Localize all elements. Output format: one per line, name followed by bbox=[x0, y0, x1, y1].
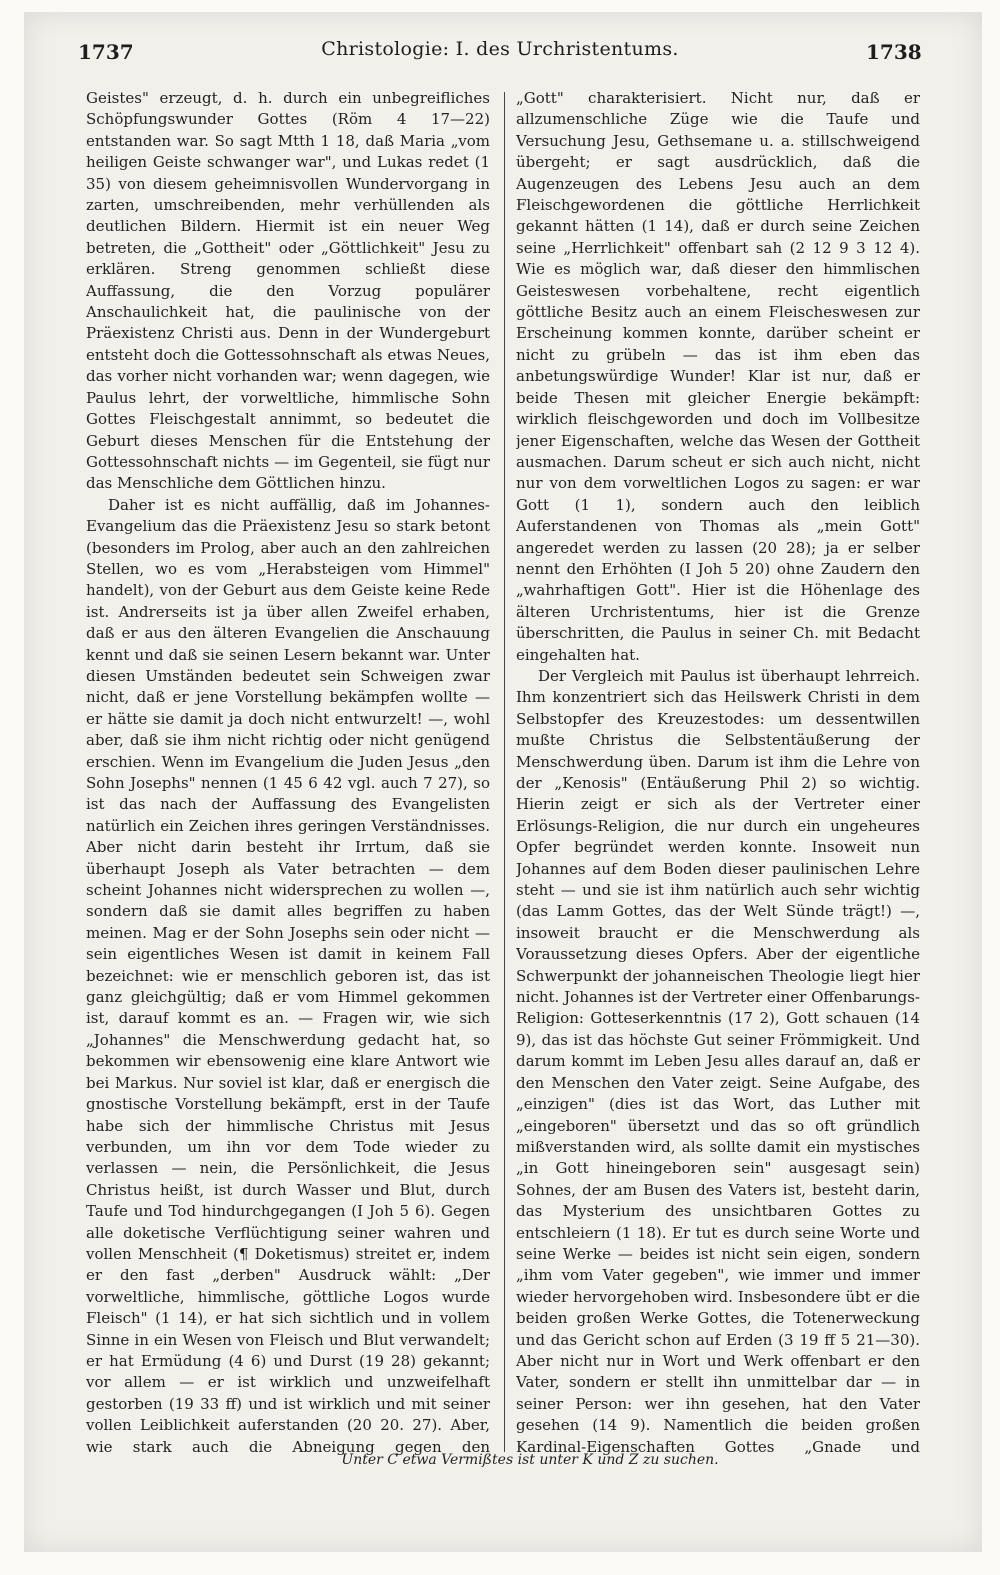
running-head: Christologie: I. des Urchristentums. bbox=[321, 38, 679, 60]
page-number-right: 1738 bbox=[866, 40, 922, 64]
right-column bbox=[516, 88, 920, 1458]
left-column bbox=[86, 88, 490, 1458]
paragraph: Daher ist es nicht auffällig, daß im Johannes-Evangelium das die Präexistenz Jesu so stark betont (besonders im Prolog, aber auch an den zahlreichen Stellen, wo es vom „Herabsteigen vom Himmel" handelt), von der Geburt aus dem Geiste keine Rede ist. Andrerseits ist ja über allen Zweifel erhaben, daß er aus den älteren Evangelien die Anschauung kennt und daß sie seinen Lesern bekannt war. Unter diesen Umständen bedeutet sein Schweigen zwar nicht, daß er jene Vorstellung bekämpfen wollte — er hätte sie damit ja doch nicht entwurzelt! —, wohl aber, daß sie ihm nicht richtig oder nicht genügend erschien. Wenn im Evangelium die Juden Jesus „den Sohn Josephs" nennen (1 45 6 42 vgl. auch 7 27), so ist das nach der Auffassung des Evangelisten natürlich ein Zeichen ihres geringen Verständnisses. Aber nicht darin besteht ihr Irrtum, daß sie überhaupt Joseph als Vater betrachten — dem scheint Johannes nicht widersprechen zu wollen —, sondern daß sie damit alles begriffen zu haben meinen. Mag er der Sohn Josephs sein oder nicht — sein eigentliches Wesen ist damit in keinem Fall bezeichnet: wie er menschlich geboren ist, das ist ganz gleichgültig; daß er vom Himmel gekommen ist, darauf kommt es an. — Fragen wir, wie sich „Johannes" die Menschwerdung gedacht hat, so bekommen wir ebensowenig eine klare Antwort wie bei Markus. Nur soviel ist klar, daß er energisch die gnostische Vorstellung bekämpft, erst in der Taufe habe sich der himmlische Christus mit Jesus verbunden, um ihn vor dem Tode wieder zu verlassen — nein, die Persönlichkeit, die Jesus Christus heißt, ist durch Wasser und Blut, durch Taufe und Tod hindurchgegangen (I Joh 5 6). Gegen alle doketische Verflüchtigung seiner wahren und vollen Menschheit (¶ Doketismus) streitet er, indem er den fast „derben" Ausdruck wählt: „Der vorweltliche, himmlische, göttliche Logos wurde Fleisch" (1 14), er hat sich sichtlich und in vollem Sinne in ein Wesen von Fleisch und Blut verwandelt; er hat Ermüdung (4 6) und Durst (19 28) gekannt; vor allem — er ist wirklich und unzweifelhaft gestorben (19 33 ff) und ist wirklich und mit seiner vollen Leiblichkeit auferstanden (20 20. 27). Aber, wie stark auch die Abneigung gegen den bbox=[86, 495, 490, 1456]
column-divider bbox=[504, 92, 505, 1452]
paragraph: „Gott" charakterisiert. Nicht nur, daß er allzumenschliche Züge wie die Taufe und Versuchung Jesu, Gethsemane u. a. stillschweigend übergeht; er sagt ausdrücklich, daß die Augenzeugen des Lebens Jesu auch an dem Fleischgewordenen die göttliche Herrlichkeit gekannt hätten (1 14), daß er durch seine Zeichen seine „Herrlichkeit" offenbart sah (2 12 9 3 12 4). Wie es möglich war, daß dieser den himmlischen Geisteswesen vorbehaltene, recht eigentlich göttliche Besitz auch an einem Fleischeswesen zur Erscheinung kommen konnte, darüber scheint er nicht zu grübeln — das ist ihm eben das anbetungswürdige Wunder! Klar ist nur, daß er beide Thesen mit gleicher Energie bekämpft: wirklich fleischgeworden und doch im Vollbesitze jener Eigenschaften, welche das Wesen der Gottheit ausmachen. Darum scheut er sich auch nicht, nicht nur von dem vorweltlichen Logos zu sagen: er war Gott (1 1), sondern auch den leiblich Auferstandenen von Thomas als „mein Gott" angeredet werden zu lassen (20 28); ja er selber nennt den Erhöhten (I Joh 5 20) ohne Zaudern den „wahrhaftigen Gott". Hier ist die Höhenlage des älteren Urchristentums, hier ist die Grenze überschritten, die Paulus in seiner Ch. mit Bedacht eingehalten hat. bbox=[516, 89, 920, 664]
footer-note: Unter C etwa Vermißtes ist unter K und Z zu suchen. bbox=[341, 1452, 719, 1468]
page-number-left: 1737 bbox=[78, 40, 134, 64]
paragraph: Der Vergleich mit Paulus ist überhaupt lehrreich. Ihm konzentriert sich das Heilswerk Christi in dem Selbstopfer des Kreuzestodes: um dessentwillen mußte Christus die Selbstentäußerung der Menschwerdung üben. Darum ist ihm die Lehre von der „Kenosis" (Entäußerung Phil 2) so wichtig. Hierin zeigt er sich als der Vertreter einer Erlösungs-Religion, die nur durch ein ungeheures Opfer begründet werden konnte. Insoweit nun Johannes auf dem Boden dieser paulinischen Lehre steht — und sie ist ihm natürlich auch sehr wichtig (das Lamm Gottes, das der Welt Sünde trägt!) —, insoweit braucht er die Menschwerdung als Voraussetzung dieses Opfers. Aber der eigentliche Schwerpunkt der johanneischen Theologie liegt hier nicht. Johannes ist der Vertreter einer Offenbarungs-Religion: Gotteserkenntnis (17 2), Gott schauen (14 9), das ist das höchste Gut seiner Frömmigkeit. Und darum kommt im Leben Jesu alles darauf an, daß er den Menschen den Vater zeigt. Seine Aufgabe, des „einzigen" (dies ist das Wort, das Luther mit „eingeboren" übersetzt und das so oft gründlich mißverstanden wird, als sollte damit ein mystisches „in Gott hineingeboren sein" ausgesagt sein) Sohnes, der am Busen des Vaters ist, besteht darin, das Mysterium des unsichtbaren Gottes zu entschleiern (1 18). Er tut es durch seine Worte und seine Werke — beides ist nicht sein eigen, sondern „ihm vom Vater gegeben", wie immer und immer wieder hervorgehoben wird. Insbesondere übt er die beiden großen Werke Gottes, die Totenerweckung und das Gericht schon auf Erden (3 19 ff 5 21—30). Aber nicht nur in Wort und Werk offenbart er den Vater, sondern er stellt ihn unmittelbar dar — in seiner Person: wer ihn gesehen, hat den Vater gesehen (14 9). Namentlich die beiden großen Kardinal-Eigenschaften Gottes „Gnade und bbox=[516, 666, 920, 1456]
paragraph: Geistes" erzeugt, d. h. durch ein unbegreifliches Schöpfungswunder Gottes (Röm 4 17—22) entstanden war. So sagt Mtth 1 18, daß Maria „vom heiligen Geiste schwanger war", und Lukas redet (1 35) von diesem geheimnisvollen Wundervorgang in zarten, umschreibenden, mehr verhüllenden als deutlichen Bildern. Hiermit ist ein neuer Weg betreten, die „Gottheit" oder „Göttlichkeit" Jesu zu erklären. Streng genommen schließt diese Auffassung, die den Vorzug populärer Anschaulichkeit hat, die paulinische von der Präexistenz Christi aus. Denn in der Wundergeburt entsteht doch die Gottessohnschaft als etwas Neues, das vorher nicht vorhanden war; wenn dagegen, wie Paulus lehrt, der vorweltliche, himmlische Sohn Gottes Fleischgestalt annimmt, so bedeutet die Geburt dieses Menschen für die Entstehung der Gottessohnschaft nichts — im Gegenteil, sie fügt nur das Menschliche dem Göttlichen hinzu. bbox=[86, 89, 490, 493]
